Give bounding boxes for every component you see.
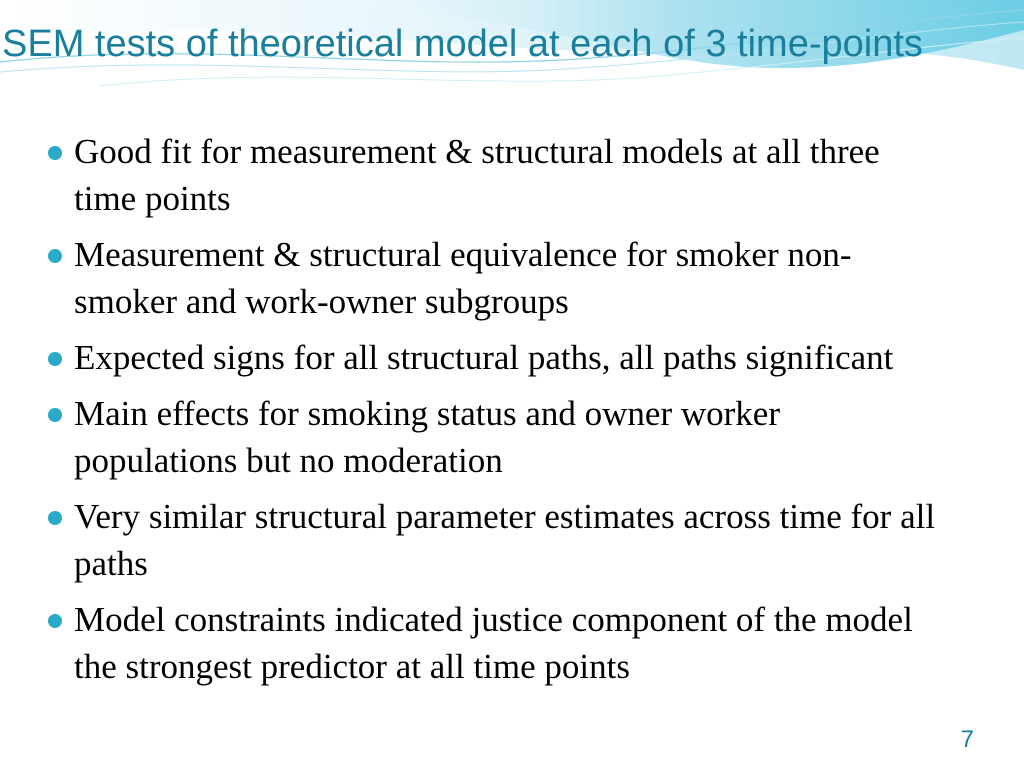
bullet-list bbox=[46, 128, 946, 699]
bullet-item bbox=[46, 390, 946, 484]
slide-title: SEM tests of theoretical model at each of 3 time-points bbox=[2, 23, 923, 65]
bullet-text: Model constraints indicated justice component of the model the strongest predictor at all time points bbox=[74, 600, 913, 686]
bullet-item bbox=[46, 231, 946, 325]
bullet-dot-icon bbox=[48, 352, 62, 366]
bullet-item bbox=[46, 493, 946, 587]
bullet-item bbox=[46, 334, 946, 381]
bullet-dot-icon bbox=[48, 511, 62, 525]
bullet-dot-icon bbox=[48, 249, 62, 263]
decorative-wave-header bbox=[0, 0, 1024, 140]
bullet-item bbox=[46, 596, 946, 690]
bullet-item bbox=[46, 128, 946, 222]
slide-number: 7 bbox=[960, 726, 974, 753]
bullet-text: Very similar structural parameter estimates across time for all paths bbox=[74, 497, 936, 583]
bullet-dot-icon bbox=[48, 408, 62, 422]
bullet-dot-icon bbox=[48, 146, 62, 160]
bullet-text: Expected signs for all structural paths, all paths significant bbox=[74, 338, 894, 377]
bullet-text: Main effects for smoking status and owner worker populations but no moderation bbox=[74, 394, 780, 480]
bullet-dot-icon bbox=[48, 614, 62, 628]
bullet-text: Good fit for measurement & structural models at all three time points bbox=[74, 132, 880, 218]
bullet-text: Measurement & structural equivalence for smoker non-smoker and work-owner subgroups bbox=[74, 235, 852, 321]
